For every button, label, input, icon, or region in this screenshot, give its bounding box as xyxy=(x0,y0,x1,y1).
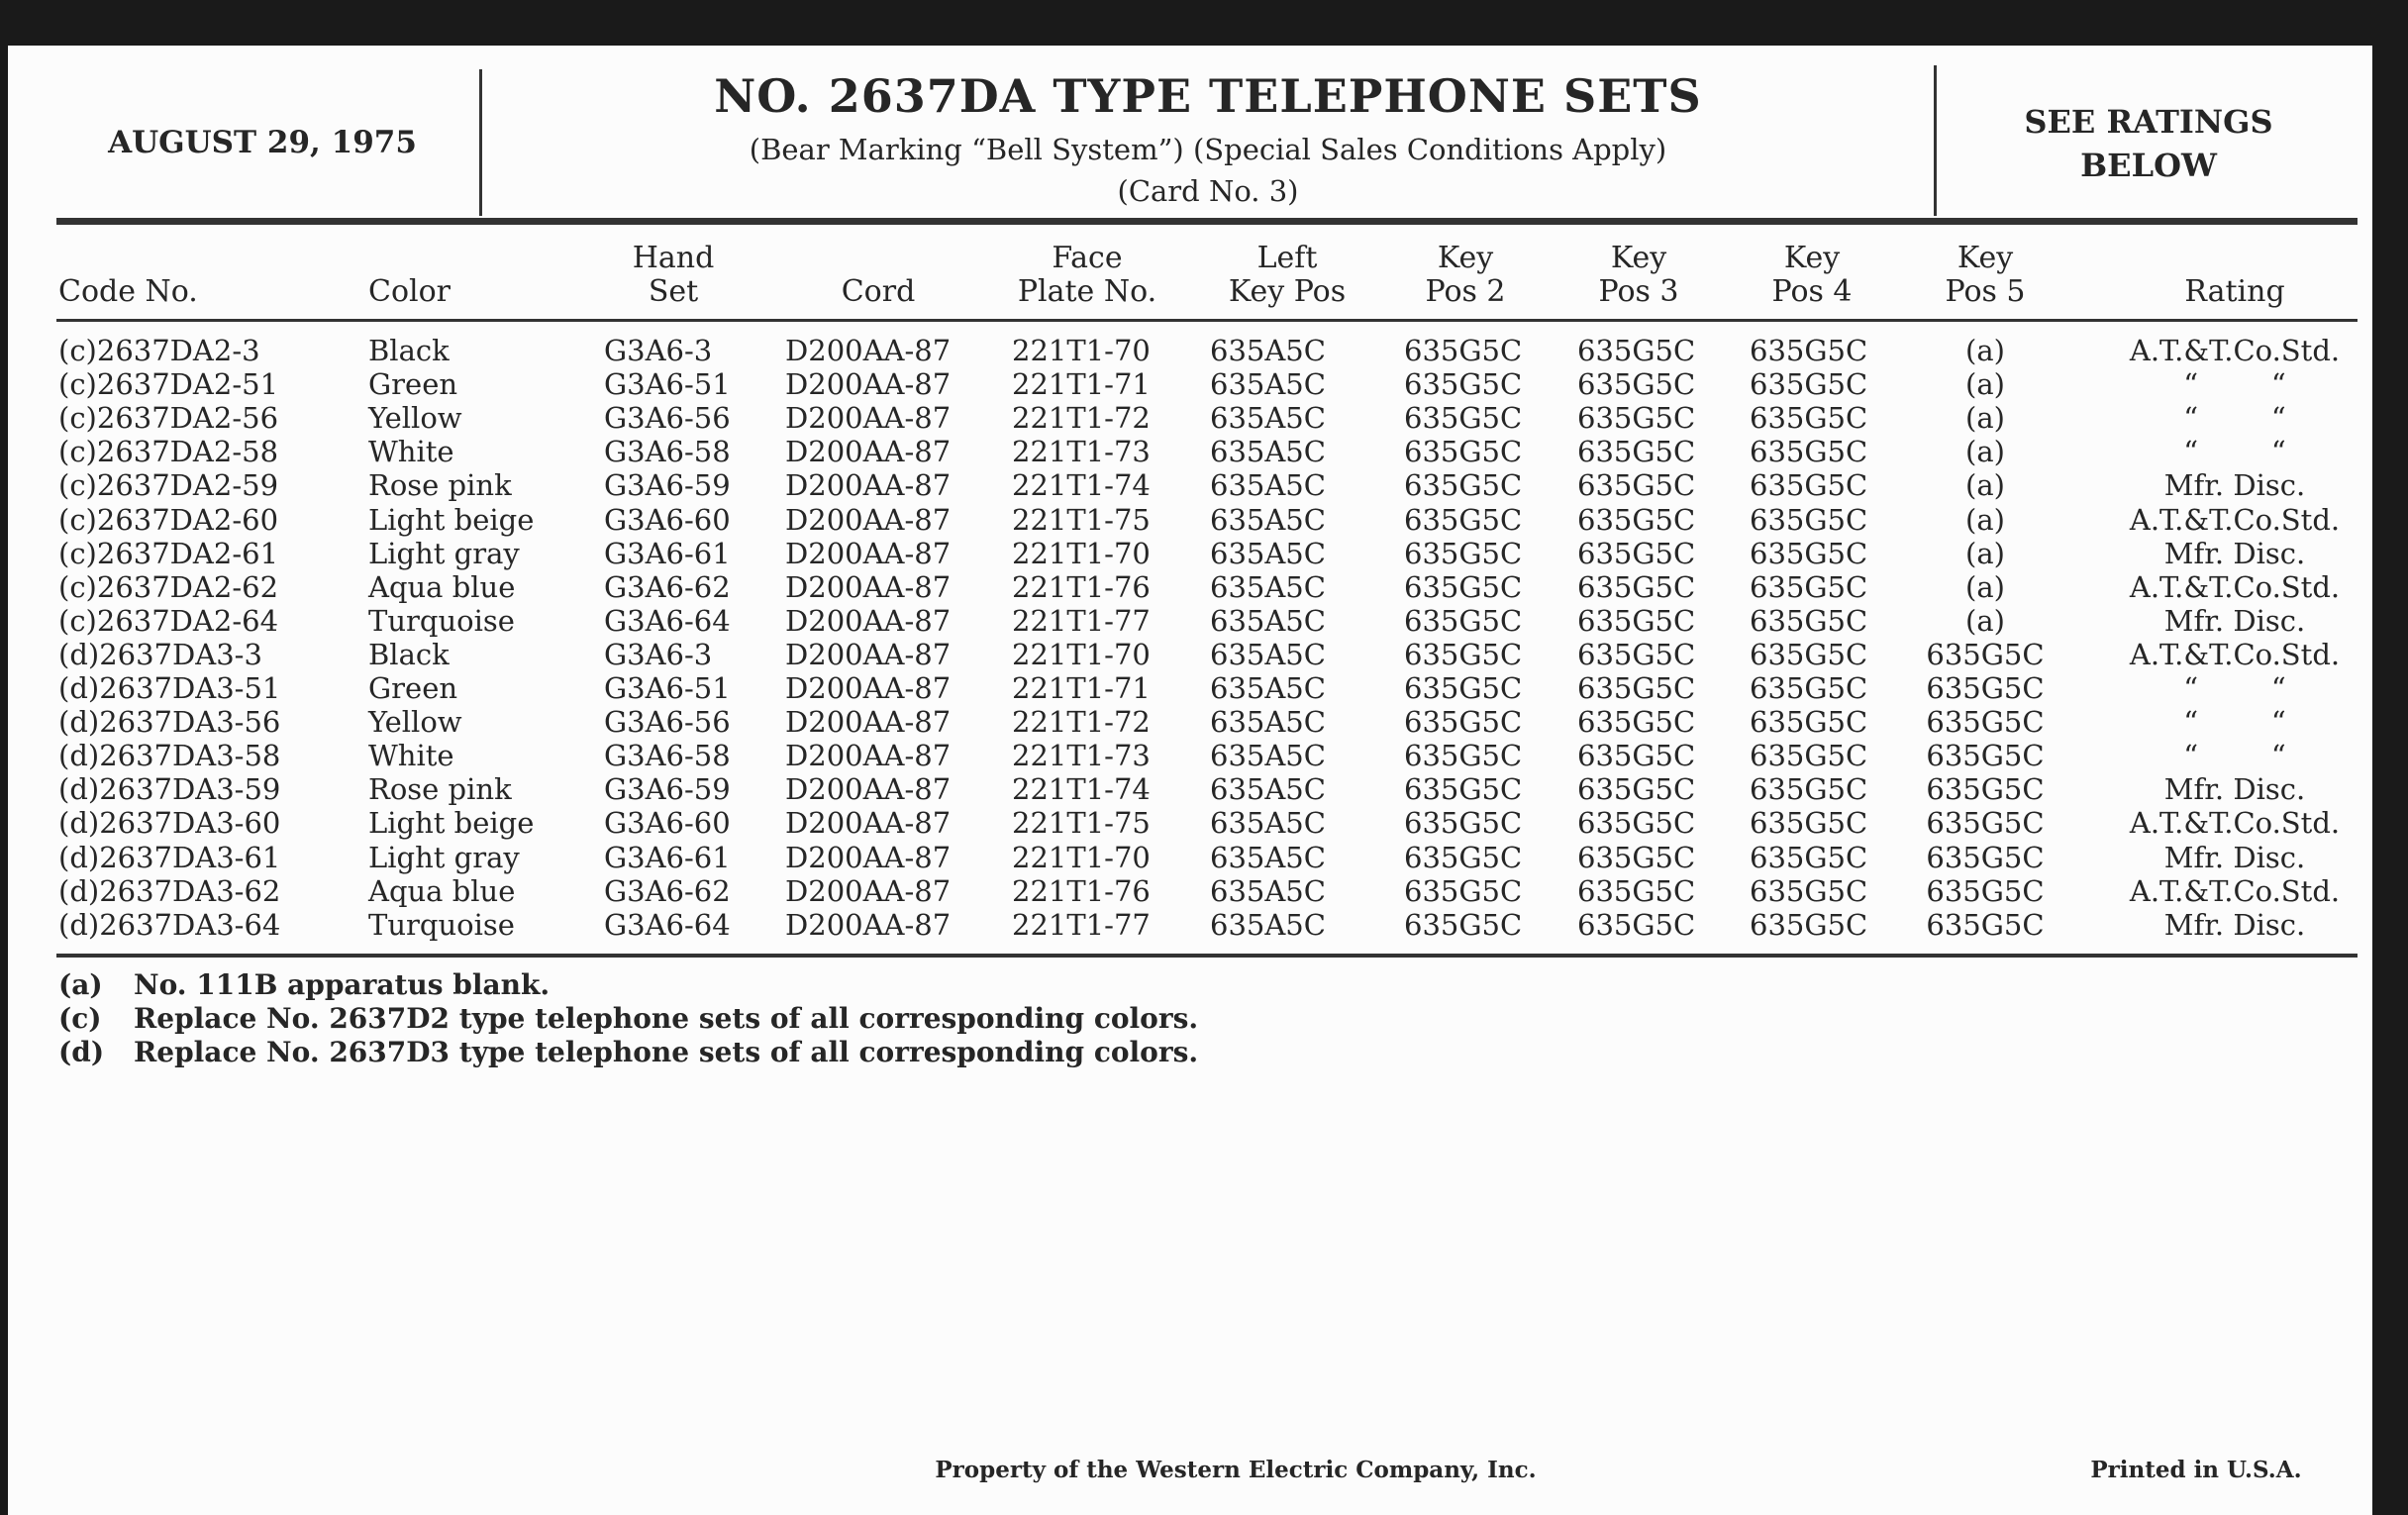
cell-rating: A.T.&T.Co.Std. xyxy=(2129,569,2341,604)
cell-key-pos-5: 635G5C xyxy=(1926,637,2045,671)
cell-face-plate-no: 221T1-74 xyxy=(1012,772,1151,807)
cell-cord: D200AA-87 xyxy=(785,806,952,841)
cell-hand-set: G3A6-60 xyxy=(604,502,731,537)
cell-key-pos-3: 635G5C xyxy=(1577,334,1696,367)
cell-code-no: (c)2637DA2-51 xyxy=(58,367,279,402)
cell-left-key-pos: 635A5C xyxy=(1210,536,1326,570)
cell-key-pos-4: 635G5C xyxy=(1750,873,1868,908)
column-header-face-plate-no: Plate No. xyxy=(1017,274,1157,309)
cell-key-pos-2: 635G5C xyxy=(1404,772,1523,807)
column-header-rating: Rating xyxy=(2184,274,2285,309)
cell-key-pos-4: 635G5C xyxy=(1750,435,1868,469)
cell-key-pos-3: 635G5C xyxy=(1577,772,1696,807)
cell-rating: A.T.&T.Co.Std. xyxy=(2129,502,2341,537)
cell-color: Light gray xyxy=(368,536,520,570)
cell-hand-set: G3A6-58 xyxy=(604,435,731,469)
cell-color: Rose pink xyxy=(368,772,512,807)
cell-cord: D200AA-87 xyxy=(785,739,952,773)
cell-rating: Mfr. Disc. xyxy=(2163,536,2306,570)
column-header-left-key-pos: Key Pos xyxy=(1228,274,1347,309)
cell-hand-set: G3A6-56 xyxy=(604,705,731,740)
footnote-text: Replace No. 2637D2 type telephone sets of all corresponding colors. xyxy=(134,1002,1199,1035)
cell-face-plate-no: 221T1-77 xyxy=(1012,907,1151,942)
cell-key-pos-5: (a) xyxy=(1965,603,2005,638)
cell-cord: D200AA-87 xyxy=(785,435,952,469)
cell-color: Turquoise xyxy=(368,603,515,638)
cell-cord: D200AA-87 xyxy=(785,334,952,367)
cell-hand-set: G3A6-3 xyxy=(604,637,713,671)
cell-rating: Mfr. Disc. xyxy=(2163,468,2306,503)
cell-color: Rose pink xyxy=(368,468,512,503)
cell-hand-set: G3A6-51 xyxy=(604,367,731,402)
cell-code-no: (d)2637DA3-59 xyxy=(58,772,281,807)
cell-key-pos-3: 635G5C xyxy=(1577,806,1696,841)
cell-left-key-pos: 635A5C xyxy=(1210,873,1326,908)
ratings-note-line1: SEE RATINGS xyxy=(2024,103,2273,141)
cell-face-plate-no: 221T1-73 xyxy=(1012,739,1151,773)
column-header-face-plate-no-line1: Face xyxy=(1052,241,1123,275)
table-row xyxy=(0,739,2408,772)
ratings-note-line2: BELOW xyxy=(2080,147,2217,184)
cell-code-no: (d)2637DA3-51 xyxy=(58,671,281,705)
table-row xyxy=(0,468,2408,502)
cell-key-pos-4: 635G5C xyxy=(1750,334,1868,367)
cell-key-pos-5: 635G5C xyxy=(1926,772,2045,807)
cell-hand-set: G3A6-64 xyxy=(604,603,731,638)
cell-key-pos-3: 635G5C xyxy=(1577,873,1696,908)
table-row xyxy=(0,435,2408,468)
footnote-mark: (d) xyxy=(58,1036,105,1068)
cell-key-pos-4: 635G5C xyxy=(1750,367,1868,402)
cell-rating: “ “ xyxy=(2183,367,2286,402)
cell-key-pos-4: 635G5C xyxy=(1750,907,1868,942)
cell-face-plate-no: 221T1-73 xyxy=(1012,435,1151,469)
cell-left-key-pos: 635A5C xyxy=(1210,739,1326,773)
cell-face-plate-no: 221T1-70 xyxy=(1012,840,1151,874)
cell-key-pos-4: 635G5C xyxy=(1750,603,1868,638)
page-title: NO. 2637DA TYPE TELEPHONE SETS xyxy=(714,69,1702,123)
cell-hand-set: G3A6-59 xyxy=(604,772,731,807)
cell-cord: D200AA-87 xyxy=(785,772,952,807)
cell-color: Light beige xyxy=(368,502,535,537)
column-header-color: Color xyxy=(368,274,452,309)
cell-hand-set: G3A6-60 xyxy=(604,806,731,841)
table-row xyxy=(0,503,2408,537)
table-row xyxy=(0,570,2408,604)
cell-rating: A.T.&T.Co.Std. xyxy=(2129,637,2341,671)
cell-rating: Mfr. Disc. xyxy=(2163,907,2306,942)
cell-rating: “ “ xyxy=(2183,435,2286,469)
cell-rating: Mfr. Disc. xyxy=(2163,603,2306,638)
cell-code-no: (d)2637DA3-58 xyxy=(58,739,281,773)
cell-hand-set: G3A6-64 xyxy=(604,907,731,942)
cell-face-plate-no: 221T1-74 xyxy=(1012,468,1151,503)
cell-key-pos-4: 635G5C xyxy=(1750,671,1868,705)
cell-key-pos-2: 635G5C xyxy=(1404,367,1523,402)
cell-key-pos-5: 635G5C xyxy=(1926,840,2045,874)
cell-key-pos-2: 635G5C xyxy=(1404,873,1523,908)
table-row xyxy=(0,874,2408,908)
cell-key-pos-5: (a) xyxy=(1965,401,2005,436)
cell-code-no: (c)2637DA2-58 xyxy=(58,435,279,469)
cell-face-plate-no: 221T1-72 xyxy=(1012,705,1151,740)
column-header-left-key-pos-line1: Left xyxy=(1256,241,1318,275)
subtitle: (Bear Marking “Bell System”) (Special Sales Conditions Apply) xyxy=(749,133,1667,166)
cell-left-key-pos: 635A5C xyxy=(1210,334,1326,367)
cell-key-pos-3: 635G5C xyxy=(1577,401,1696,436)
cell-key-pos-3: 635G5C xyxy=(1577,907,1696,942)
cell-left-key-pos: 635A5C xyxy=(1210,637,1326,671)
cell-key-pos-3: 635G5C xyxy=(1577,569,1696,604)
cell-rating: “ “ xyxy=(2183,739,2286,773)
cell-key-pos-5: 635G5C xyxy=(1926,705,2045,740)
cell-hand-set: G3A6-51 xyxy=(604,671,731,705)
table-bottom-rule xyxy=(56,954,2358,958)
column-header-key-pos-5: Pos 5 xyxy=(1945,274,2026,309)
cell-left-key-pos: 635A5C xyxy=(1210,569,1326,604)
cell-code-no: (c)2637DA2-61 xyxy=(58,536,279,570)
cell-color: Light gray xyxy=(368,840,520,874)
cell-rating: A.T.&T.Co.Std. xyxy=(2129,334,2341,367)
cell-left-key-pos: 635A5C xyxy=(1210,907,1326,942)
cell-rating: Mfr. Disc. xyxy=(2163,772,2306,807)
cell-rating: “ “ xyxy=(2183,705,2286,740)
cell-color: Black xyxy=(368,637,450,671)
cell-cord: D200AA-87 xyxy=(785,705,952,740)
footnote-text: No. 111B apparatus blank. xyxy=(134,968,551,1001)
cell-key-pos-2: 635G5C xyxy=(1404,435,1523,469)
cell-code-no: (c)2637DA2-59 xyxy=(58,468,279,503)
cell-face-plate-no: 221T1-71 xyxy=(1012,671,1151,705)
cell-key-pos-3: 635G5C xyxy=(1577,367,1696,402)
cell-color: Aqua blue xyxy=(368,569,516,604)
cell-cord: D200AA-87 xyxy=(785,502,952,537)
cell-key-pos-5: (a) xyxy=(1965,334,2005,367)
cell-key-pos-5: 635G5C xyxy=(1926,873,2045,908)
cell-cord: D200AA-87 xyxy=(785,569,952,604)
cell-key-pos-4: 635G5C xyxy=(1750,840,1868,874)
table-row xyxy=(0,401,2408,435)
cell-key-pos-3: 635G5C xyxy=(1577,705,1696,740)
cell-key-pos-4: 635G5C xyxy=(1750,401,1868,436)
cell-cord: D200AA-87 xyxy=(785,603,952,638)
cell-left-key-pos: 635A5C xyxy=(1210,671,1326,705)
card-number: (Card No. 3) xyxy=(1117,174,1299,208)
cell-cord: D200AA-87 xyxy=(785,536,952,570)
cell-color: Light beige xyxy=(368,806,535,841)
cell-key-pos-4: 635G5C xyxy=(1750,468,1868,503)
cell-key-pos-5: (a) xyxy=(1965,468,2005,503)
cell-hand-set: G3A6-62 xyxy=(604,569,731,604)
cell-left-key-pos: 635A5C xyxy=(1210,468,1326,503)
table-row xyxy=(0,841,2408,874)
cell-face-plate-no: 221T1-77 xyxy=(1012,603,1151,638)
cell-rating: Mfr. Disc. xyxy=(2163,840,2306,874)
cell-key-pos-3: 635G5C xyxy=(1577,603,1696,638)
cell-key-pos-5: 635G5C xyxy=(1926,739,2045,773)
cell-key-pos-4: 635G5C xyxy=(1750,637,1868,671)
column-header-key-pos-2-line1: Key xyxy=(1437,241,1494,275)
cell-rating: A.T.&T.Co.Std. xyxy=(2129,806,2341,841)
cell-code-no: (d)2637DA3-61 xyxy=(58,840,281,874)
table-row xyxy=(0,638,2408,671)
cell-key-pos-2: 635G5C xyxy=(1404,739,1523,773)
cell-face-plate-no: 221T1-72 xyxy=(1012,401,1151,436)
cell-face-plate-no: 221T1-70 xyxy=(1012,637,1151,671)
cell-key-pos-2: 635G5C xyxy=(1404,569,1523,604)
cell-key-pos-4: 635G5C xyxy=(1750,705,1868,740)
cell-face-plate-no: 221T1-75 xyxy=(1012,502,1151,537)
cell-color: Yellow xyxy=(368,401,462,436)
cell-key-pos-2: 635G5C xyxy=(1404,468,1523,503)
column-header-key-pos-2: Pos 2 xyxy=(1425,274,1506,309)
cell-left-key-pos: 635A5C xyxy=(1210,806,1326,841)
cell-face-plate-no: 221T1-70 xyxy=(1012,334,1151,367)
cell-key-pos-2: 635G5C xyxy=(1404,603,1523,638)
column-header-key-pos-5-line1: Key xyxy=(1956,241,2014,275)
column-header-hand-set-line1: Hand xyxy=(632,241,715,275)
cell-key-pos-4: 635G5C xyxy=(1750,502,1868,537)
cell-key-pos-4: 635G5C xyxy=(1750,536,1868,570)
cell-hand-set: G3A6-56 xyxy=(604,401,731,436)
header-thin-rule xyxy=(56,319,2358,322)
cell-key-pos-3: 635G5C xyxy=(1577,502,1696,537)
cell-left-key-pos: 635A5C xyxy=(1210,435,1326,469)
footnote-mark: (c) xyxy=(58,1002,102,1035)
cell-face-plate-no: 221T1-76 xyxy=(1012,873,1151,908)
cell-face-plate-no: 221T1-70 xyxy=(1012,536,1151,570)
cell-cord: D200AA-87 xyxy=(785,367,952,402)
date: AUGUST 29, 1975 xyxy=(108,125,417,160)
cell-cord: D200AA-87 xyxy=(785,401,952,436)
cell-left-key-pos: 635A5C xyxy=(1210,367,1326,402)
cell-key-pos-2: 635G5C xyxy=(1404,401,1523,436)
cell-rating: A.T.&T.Co.Std. xyxy=(2129,873,2341,908)
cell-key-pos-5: (a) xyxy=(1965,569,2005,604)
cell-cord: D200AA-87 xyxy=(785,671,952,705)
column-header-key-pos-4: Pos 4 xyxy=(1771,274,1853,309)
cell-key-pos-2: 635G5C xyxy=(1404,671,1523,705)
cell-code-no: (d)2637DA3-64 xyxy=(58,907,281,942)
cell-rating: “ “ xyxy=(2183,671,2286,705)
cell-key-pos-2: 635G5C xyxy=(1404,536,1523,570)
cell-code-no: (c)2637DA2-62 xyxy=(58,569,279,604)
cell-key-pos-2: 635G5C xyxy=(1404,907,1523,942)
cell-color: White xyxy=(368,435,454,469)
cell-color: Yellow xyxy=(368,705,462,740)
cell-key-pos-2: 635G5C xyxy=(1404,637,1523,671)
footer-printed: Printed in U.S.A. xyxy=(2090,1457,2302,1483)
cell-face-plate-no: 221T1-75 xyxy=(1012,806,1151,841)
cell-code-no: (c)2637DA2-64 xyxy=(58,603,279,638)
cell-cord: D200AA-87 xyxy=(785,637,952,671)
table-row xyxy=(0,705,2408,739)
column-header-key-pos-3: Pos 3 xyxy=(1598,274,1679,309)
cell-hand-set: G3A6-61 xyxy=(604,536,731,570)
cell-code-no: (d)2637DA3-60 xyxy=(58,806,281,841)
column-header-cord: Cord xyxy=(841,274,916,309)
table-row xyxy=(0,367,2408,401)
cell-key-pos-3: 635G5C xyxy=(1577,435,1696,469)
cell-key-pos-2: 635G5C xyxy=(1404,705,1523,740)
cell-key-pos-3: 635G5C xyxy=(1577,468,1696,503)
cell-code-no: (c)2637DA2-56 xyxy=(58,401,279,436)
cell-color: Black xyxy=(368,334,450,367)
cell-cord: D200AA-87 xyxy=(785,907,952,942)
cell-key-pos-2: 635G5C xyxy=(1404,806,1523,841)
footer-property: Property of the Western Electric Company, Inc. xyxy=(935,1457,1537,1483)
cell-key-pos-2: 635G5C xyxy=(1404,502,1523,537)
footnote-text: Replace No. 2637D3 type telephone sets of all corresponding colors. xyxy=(134,1036,1199,1068)
table-row xyxy=(0,334,2408,367)
cell-code-no: (d)2637DA3-3 xyxy=(58,637,262,671)
cell-left-key-pos: 635A5C xyxy=(1210,502,1326,537)
cell-left-key-pos: 635A5C xyxy=(1210,840,1326,874)
header-thick-rule xyxy=(56,218,2358,225)
cell-color: White xyxy=(368,739,454,773)
cell-rating: “ “ xyxy=(2183,401,2286,436)
divider-right xyxy=(1934,65,1937,216)
cell-key-pos-2: 635G5C xyxy=(1404,334,1523,367)
cell-hand-set: G3A6-62 xyxy=(604,873,731,908)
cell-key-pos-4: 635G5C xyxy=(1750,739,1868,773)
cell-code-no: (c)2637DA2-3 xyxy=(58,334,260,367)
cell-key-pos-3: 635G5C xyxy=(1577,671,1696,705)
cell-code-no: (d)2637DA3-62 xyxy=(58,873,281,908)
cell-left-key-pos: 635A5C xyxy=(1210,772,1326,807)
table-row xyxy=(0,806,2408,840)
cell-key-pos-4: 635G5C xyxy=(1750,569,1868,604)
cell-left-key-pos: 635A5C xyxy=(1210,705,1326,740)
cell-code-no: (d)2637DA3-56 xyxy=(58,705,281,740)
column-header-code-no: Code No. xyxy=(58,274,198,309)
cell-hand-set: G3A6-61 xyxy=(604,840,731,874)
cell-key-pos-5: (a) xyxy=(1965,502,2005,537)
cell-face-plate-no: 221T1-76 xyxy=(1012,569,1151,604)
table-row xyxy=(0,604,2408,638)
cell-key-pos-3: 635G5C xyxy=(1577,739,1696,773)
table-row xyxy=(0,908,2408,942)
cell-key-pos-4: 635G5C xyxy=(1750,772,1868,807)
cell-left-key-pos: 635A5C xyxy=(1210,603,1326,638)
cell-code-no: (c)2637DA2-60 xyxy=(58,502,279,537)
cell-face-plate-no: 221T1-71 xyxy=(1012,367,1151,402)
cell-color: Green xyxy=(368,367,458,402)
table-row xyxy=(0,671,2408,705)
cell-cord: D200AA-87 xyxy=(785,840,952,874)
cell-key-pos-3: 635G5C xyxy=(1577,536,1696,570)
cell-color: Aqua blue xyxy=(368,873,516,908)
cell-key-pos-5: (a) xyxy=(1965,536,2005,570)
cell-hand-set: G3A6-58 xyxy=(604,739,731,773)
cell-key-pos-3: 635G5C xyxy=(1577,637,1696,671)
cell-key-pos-3: 635G5C xyxy=(1577,840,1696,874)
table-row xyxy=(0,772,2408,806)
cell-key-pos-5: (a) xyxy=(1965,435,2005,469)
cell-key-pos-5: 635G5C xyxy=(1926,907,2045,942)
cell-color: Green xyxy=(368,671,458,705)
cell-key-pos-5: 635G5C xyxy=(1926,671,2045,705)
table-row xyxy=(0,537,2408,570)
cell-key-pos-2: 635G5C xyxy=(1404,840,1523,874)
footnote-mark: (a) xyxy=(58,968,103,1001)
cell-color: Turquoise xyxy=(368,907,515,942)
column-header-key-pos-3-line1: Key xyxy=(1610,241,1667,275)
cell-hand-set: G3A6-3 xyxy=(604,334,713,367)
cell-key-pos-5: (a) xyxy=(1965,367,2005,402)
cell-cord: D200AA-87 xyxy=(785,468,952,503)
cell-cord: D200AA-87 xyxy=(785,873,952,908)
column-header-hand-set: Set xyxy=(648,274,699,309)
column-header-key-pos-4-line1: Key xyxy=(1783,241,1841,275)
cell-left-key-pos: 635A5C xyxy=(1210,401,1326,436)
cell-hand-set: G3A6-59 xyxy=(604,468,731,503)
cell-key-pos-4: 635G5C xyxy=(1750,806,1868,841)
cell-key-pos-5: 635G5C xyxy=(1926,806,2045,841)
